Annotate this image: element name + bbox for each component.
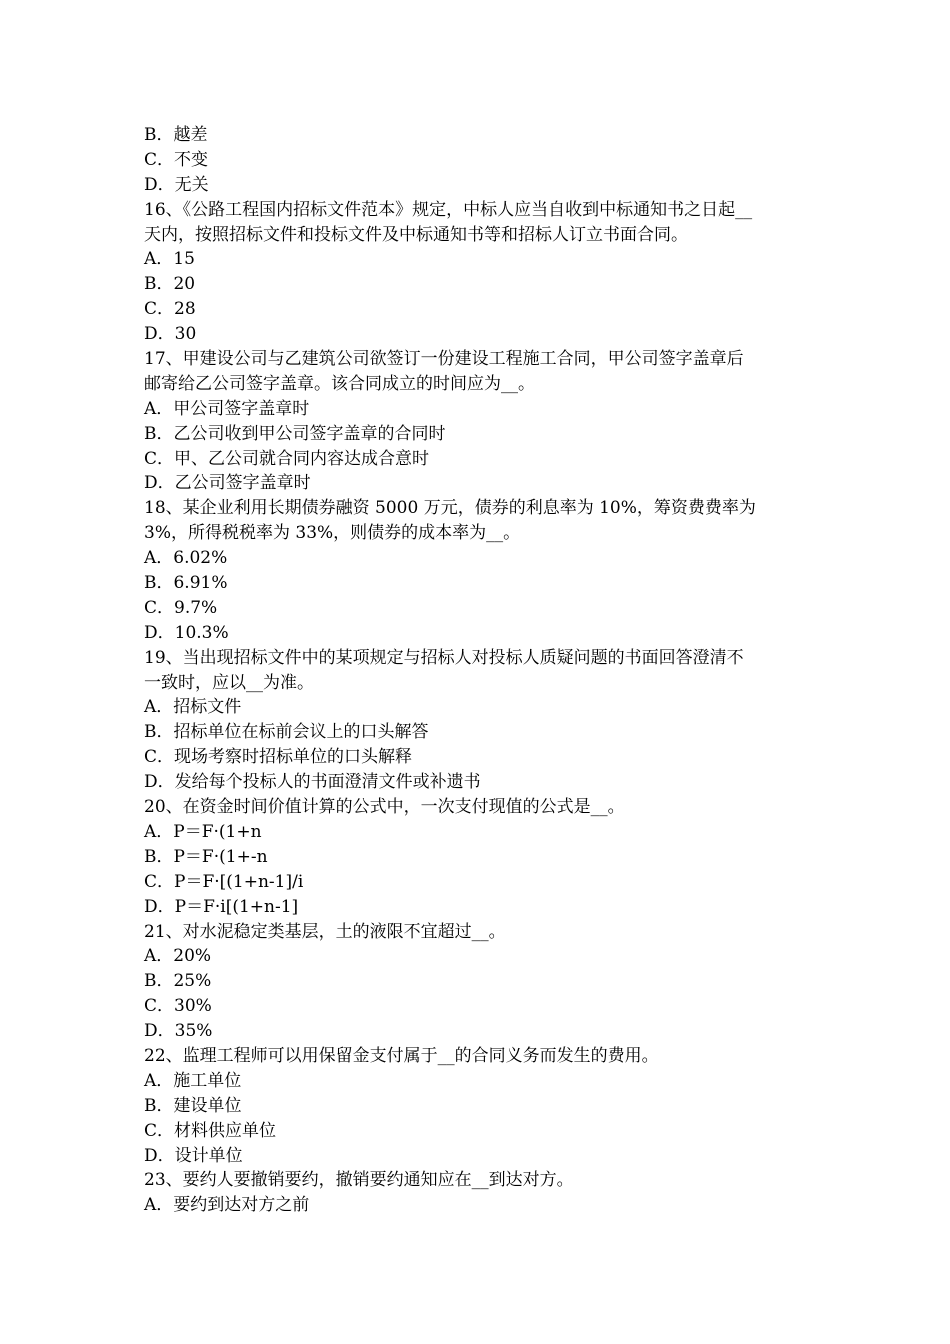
question-18-line-2: 3%，所得税税率为 33%，则债券的成本率为__。 bbox=[144, 523, 521, 544]
option-line: A．要约到达对方之前 bbox=[144, 1195, 310, 1216]
question-23-line: 23、要约人要撤销要约，撤销要约通知应在__到达对方。 bbox=[144, 1170, 574, 1191]
option-line: A．P＝F·(1+n bbox=[144, 821, 262, 842]
option-line: D．P＝F·i[(1+n-1] bbox=[144, 896, 299, 917]
question-17-line-2: 邮寄给乙公司签字盖章。该合同成立的时间应为__。 bbox=[144, 373, 535, 394]
option-line: C．30% bbox=[144, 996, 212, 1017]
option-line: A．招标文件 bbox=[144, 697, 242, 718]
option-line: B．招标单位在标前会议上的口头解答 bbox=[144, 722, 429, 743]
option-line: B．越差 bbox=[144, 125, 208, 145]
question-21-line: 21、对水泥稳定类基层，土的液限不宜超过__。 bbox=[144, 921, 506, 942]
option-line: B．P＝F·(1+-n bbox=[144, 846, 268, 867]
question-16-line-1: 16、《公路工程国内招标文件范本》规定，中标人应当自收到中标通知书之日起__ bbox=[144, 199, 753, 220]
option-line: B．20 bbox=[144, 274, 196, 295]
option-line: D．乙公司签字盖章时 bbox=[144, 473, 311, 494]
option-line: C．不变 bbox=[144, 149, 209, 170]
option-line: A．20% bbox=[144, 946, 212, 967]
option-line: D．30 bbox=[144, 324, 197, 345]
option-line: C．现场考察时招标单位的口头解释 bbox=[144, 747, 413, 768]
option-line: A．施工单位 bbox=[144, 1070, 242, 1091]
option-line: C．材料供应单位 bbox=[144, 1120, 277, 1141]
option-line: B．6.91% bbox=[144, 573, 228, 594]
option-line: D．无关 bbox=[144, 174, 209, 195]
option-line: B．乙公司收到甲公司签字盖章的合同时 bbox=[144, 423, 446, 444]
option-line: B．建设单位 bbox=[144, 1095, 242, 1116]
option-line: C．28 bbox=[144, 299, 196, 320]
option-line: D．设计单位 bbox=[144, 1145, 243, 1166]
option-line: A．甲公司签字盖章时 bbox=[144, 398, 310, 419]
document-page bbox=[144, 123, 814, 1218]
option-line: C．甲、乙公司就合同内容达成合意时 bbox=[144, 448, 430, 469]
question-18-line-1: 18、某企业利用长期债券融资 5000 万元，债券的利息率为 10%，筹资费费率为 bbox=[144, 498, 756, 519]
question-22-line: 22、监理工程师可以用保留金支付属于__的合同义务而发生的费用。 bbox=[144, 1045, 659, 1066]
option-line: A．15 bbox=[144, 249, 195, 270]
option-line: A．6.02% bbox=[144, 548, 228, 569]
option-line: B．25% bbox=[144, 971, 212, 992]
option-line: D．发给每个投标人的书面澄清文件或补遗书 bbox=[144, 772, 481, 793]
question-17-line-1: 17、甲建设公司与乙建筑公司欲签订一份建设工程施工合同，甲公司签字盖章后 bbox=[144, 349, 744, 370]
option-line: C．P＝F·[(1+n-1]/i bbox=[144, 871, 304, 892]
option-line: D．35% bbox=[144, 1021, 213, 1042]
question-16-line-2: 天内，按照招标文件和投标文件及中标通知书等和招标人订立书面合同。 bbox=[144, 224, 688, 245]
question-19-line-1: 19、当出现招标文件中的某项规定与招标人对投标人质疑问题的书面回答澄清不 bbox=[144, 647, 744, 668]
option-line: D．10.3% bbox=[144, 622, 229, 643]
option-line: C．9.7% bbox=[144, 597, 218, 618]
question-19-line-2: 一致时，应以__为准。 bbox=[144, 672, 314, 693]
question-20-line: 20、在资金时间价值计算的公式中，一次支付现值的公式是__。 bbox=[144, 797, 625, 818]
